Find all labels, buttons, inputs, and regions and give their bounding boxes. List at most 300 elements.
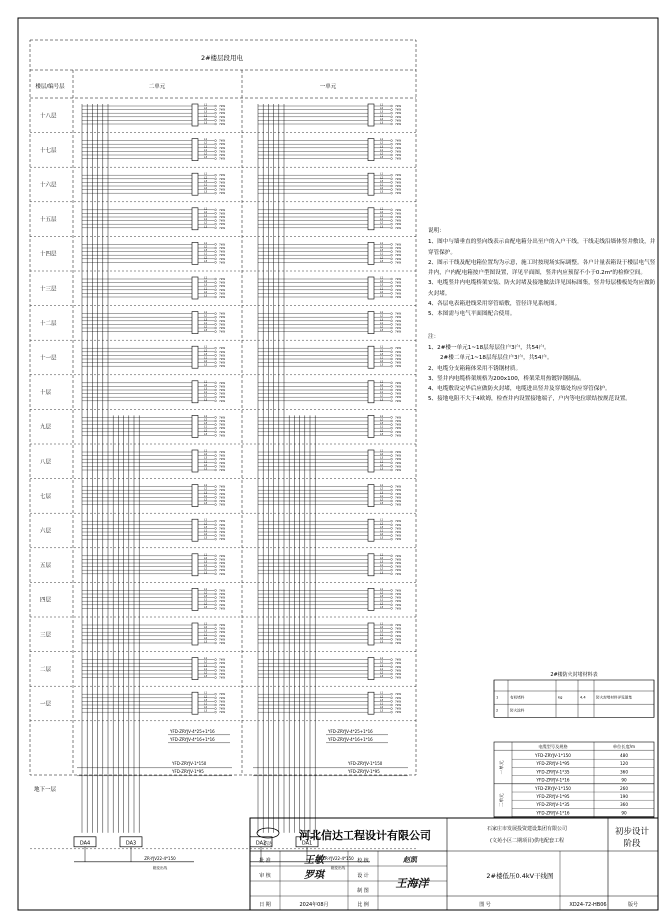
breaker <box>215 362 217 364</box>
phase-label: L2 <box>204 314 208 318</box>
phase-label: L3 <box>380 387 384 391</box>
load-label: 7kW <box>395 657 402 662</box>
meter-box <box>368 692 374 714</box>
breaker <box>215 662 217 664</box>
load-label: 7kW <box>395 391 402 396</box>
load-label: 7kW <box>219 664 226 669</box>
load-label: 7kW <box>219 329 226 334</box>
load-label: 7kW <box>395 522 402 527</box>
phase-label: L2 <box>380 487 384 491</box>
breaker <box>391 365 393 367</box>
phase-label: L3 <box>204 467 208 471</box>
phase-label: L2 <box>204 280 208 284</box>
table-cell: YFD-ZRYJV-1*150 <box>535 785 571 791</box>
breaker <box>215 293 217 295</box>
phase-label: L1 <box>204 311 208 315</box>
breaker <box>215 258 217 260</box>
load-label: 7kW <box>219 623 226 627</box>
load-label: 7kW <box>395 318 402 323</box>
phase-label: L1 <box>204 380 208 384</box>
load-label: 7kW <box>219 360 226 365</box>
table-cell: kg <box>558 695 563 700</box>
breaker <box>391 538 393 540</box>
breaker <box>391 278 393 280</box>
load-label: 7kW <box>395 561 402 565</box>
floor-label: 十四层 <box>40 251 57 258</box>
floor-label: 六层 <box>40 528 52 535</box>
breaker <box>391 254 393 256</box>
breaker <box>391 701 393 703</box>
breaker <box>391 151 393 153</box>
phase-label: L2 <box>204 152 208 156</box>
breaker <box>215 154 217 156</box>
load-label: 7kW <box>395 426 402 431</box>
meter-box <box>192 381 198 403</box>
load-label: 7kW <box>219 357 226 361</box>
load-label: 7kW <box>395 329 402 334</box>
breaker <box>391 635 393 637</box>
breaker <box>391 358 393 360</box>
load-label: 7kW <box>395 526 402 531</box>
load-label: 7kW <box>395 453 402 458</box>
phase-label: L3 <box>204 121 208 125</box>
phase-label: L1 <box>204 218 208 222</box>
table-cell: YFD-ZRYJV-1*16 <box>536 777 570 783</box>
load-label: 7kW <box>219 191 226 196</box>
breaker <box>391 420 393 422</box>
cable-group-label: 二单元 <box>500 793 505 808</box>
phase-label: L3 <box>380 525 384 529</box>
breaker <box>391 282 393 284</box>
box-label: DA2 <box>255 840 267 847</box>
phase-label: L2 <box>380 290 384 294</box>
breaker <box>215 624 217 626</box>
phase-label: L2 <box>204 602 208 606</box>
load-label: 7kW <box>219 695 226 700</box>
phase-label: L2 <box>204 245 208 249</box>
meter-box <box>192 692 198 714</box>
table-cell: 4.4 <box>580 695 586 700</box>
load-label: 7kW <box>219 391 226 396</box>
load-label: 7kW <box>395 142 402 147</box>
floor-label: 二层 <box>40 666 52 673</box>
box-label: DA4 <box>79 840 91 847</box>
phase-label: L3 <box>204 595 208 599</box>
load-label: 7kW <box>219 571 226 576</box>
role-label: 批 准 <box>259 858 271 864</box>
phase-label: L3 <box>380 595 384 599</box>
remark-item: 4、电缆敷设完毕后应做防火封堵，电缆进出竖井及穿墙处均应穿管保护。 <box>428 386 611 393</box>
breaker <box>215 278 217 280</box>
phase-label: L1 <box>204 460 208 464</box>
breaker <box>215 642 217 644</box>
breaker <box>215 420 217 422</box>
load-label: 7kW <box>219 176 226 181</box>
meter-box <box>368 554 374 576</box>
note-item: 5、本图需与电气平面图配合使用。 <box>428 311 516 318</box>
phase-label: L2 <box>204 221 208 225</box>
phase-label: L3 <box>204 110 208 114</box>
load-label: 7kW <box>395 184 402 188</box>
breaker <box>391 600 393 602</box>
phase-label: L2 <box>380 314 384 318</box>
load-label: 7kW <box>219 395 226 400</box>
load-label: 7kW <box>219 633 226 638</box>
load-label: 7kW <box>219 111 226 116</box>
phase-label: L2 <box>380 325 384 329</box>
breaker <box>391 244 393 246</box>
load-label: 7kW <box>219 661 226 666</box>
phase-label: L3 <box>380 179 384 183</box>
breaker <box>391 347 393 349</box>
breaker <box>215 604 217 606</box>
breaker <box>215 223 217 225</box>
meter-box <box>368 104 374 126</box>
breaker <box>391 316 393 318</box>
breaker <box>215 209 217 211</box>
breaker <box>215 524 217 526</box>
phase-label: L1 <box>204 449 208 453</box>
load-label: 7kW <box>395 253 402 258</box>
load-label: 7kW <box>219 537 226 542</box>
breaker <box>215 701 217 703</box>
phase-label: L1 <box>380 553 384 557</box>
load-label: 7kW <box>219 626 226 631</box>
floor-label: 十五层 <box>40 217 57 224</box>
phase-label: L1 <box>204 425 208 429</box>
cable-label: YFD-ZRYJV-4*16+1*16 <box>170 736 215 742</box>
meter-box <box>192 485 198 507</box>
phase-label: L1 <box>204 484 208 488</box>
phase-label: L1 <box>380 633 384 637</box>
phase-label: L3 <box>380 467 384 471</box>
phase-label: L1 <box>204 183 208 187</box>
breaker <box>215 670 217 672</box>
load-label: 7kW <box>395 568 402 573</box>
load-label: 7kW <box>395 699 402 704</box>
load-label: 7kW <box>219 246 226 250</box>
phase-label: L3 <box>204 675 208 679</box>
cable-label: YFD-ZRYJV-4*25+1*16 <box>328 728 373 734</box>
outer-border <box>18 18 658 910</box>
load-label: 7kW <box>219 464 226 469</box>
load-label: 7kW <box>219 291 226 296</box>
breaker <box>215 386 217 388</box>
load-label: 7kW <box>395 595 402 600</box>
phase-label: L1 <box>204 691 208 695</box>
load-label: 7kW <box>395 322 402 327</box>
load-label: 7kW <box>395 349 402 354</box>
load-label: 7kW <box>219 142 226 147</box>
breaker <box>215 673 217 675</box>
basement-label: 地下一层 <box>34 786 57 793</box>
incoming-label: ZR-YJV22-4*150 <box>322 855 354 861</box>
breaker <box>391 662 393 664</box>
phase-label: L3 <box>204 536 208 540</box>
breaker <box>215 500 217 502</box>
load-label: 7kW <box>219 706 226 711</box>
load-label: 7kW <box>395 114 402 119</box>
breaker <box>215 631 217 633</box>
phase-label: L1 <box>380 321 384 325</box>
table-cell: YFD-ZRYJV-1*95 <box>536 761 570 767</box>
floor-label: 十二层 <box>40 320 57 327</box>
load-label: 7kW <box>395 692 402 697</box>
breaker <box>215 331 217 333</box>
phase-label: L3 <box>380 629 384 633</box>
phase-label: L2 <box>380 660 384 664</box>
load-label: 7kW <box>395 326 402 330</box>
load-label: 7kW <box>219 388 226 392</box>
load-label: 7kW <box>219 364 226 369</box>
breaker <box>391 209 393 211</box>
load-label: 7kW <box>395 606 402 611</box>
breaker <box>391 185 393 187</box>
drawing-name: 2#楼低压0.4kV干线图 <box>486 872 554 880</box>
phase-label: L2 <box>380 453 384 457</box>
phase-label: L1 <box>380 172 384 176</box>
breaker <box>391 182 393 184</box>
breaker <box>391 216 393 218</box>
load-label: 7kW <box>219 668 226 673</box>
breaker <box>391 227 393 229</box>
load-label: 7kW <box>395 661 402 666</box>
phase-label: L3 <box>380 363 384 367</box>
breaker <box>215 289 217 291</box>
breaker <box>391 192 393 194</box>
phase-label: L1 <box>380 484 384 488</box>
phase-label: L2 <box>380 141 384 145</box>
breaker <box>391 462 393 464</box>
meter-box <box>368 658 374 680</box>
phase-label: L1 <box>204 241 208 245</box>
phase-label: L1 <box>204 529 208 533</box>
load-label: 7kW <box>395 553 402 558</box>
breaker <box>391 631 393 633</box>
cable-label: YFD-ZRYJV-4*25+1*16 <box>170 728 215 734</box>
table-cell: 360 <box>620 769 628 775</box>
load-label: 7kW <box>395 173 402 178</box>
load-label: 7kW <box>395 533 402 538</box>
phase-label: L1 <box>380 311 384 315</box>
load-label: 7kW <box>219 422 226 427</box>
load-label: 7kW <box>395 488 402 493</box>
load-label: 7kW <box>219 557 226 562</box>
breaker <box>215 566 217 568</box>
load-label: 7kW <box>395 107 402 112</box>
breaker <box>391 147 393 149</box>
load-label: 7kW <box>395 149 402 154</box>
cable-label: YFD-ZRYJV-4*16+1*16 <box>328 736 373 742</box>
phase-label: L2 <box>204 463 208 467</box>
phase-label: L1 <box>204 138 208 142</box>
breaker <box>215 120 217 122</box>
floor-label: 十八层 <box>40 113 57 120</box>
load-label: 7kW <box>219 433 226 438</box>
breaker <box>391 154 393 156</box>
role-label: 日 期 <box>259 902 271 908</box>
breaker <box>215 182 217 184</box>
remark-item: 5、接地电阻不大于4欧姆，检查井内设置接地端子，户内等电位联结按规范设置。 <box>428 396 631 403</box>
load-label: 7kW <box>395 384 402 389</box>
floor-label: 十七层 <box>40 147 57 154</box>
load-label: 7kW <box>395 557 402 562</box>
breaker <box>215 313 217 315</box>
breaker <box>215 192 217 194</box>
load-label: 7kW <box>219 149 226 154</box>
breaker <box>215 220 217 222</box>
load-label: 7kW <box>219 692 226 697</box>
phase-label: L2 <box>380 383 384 387</box>
phase-label: L1 <box>204 391 208 395</box>
phase-label: L1 <box>380 183 384 187</box>
phase-label: L2 <box>204 256 208 260</box>
phase-label: L3 <box>380 145 384 149</box>
load-label: 7kW <box>219 553 226 558</box>
breaker <box>215 486 217 488</box>
load-label: 7kW <box>395 460 402 465</box>
design-stage-sub: 阶段 <box>623 839 641 849</box>
phase-label: L1 <box>380 587 384 591</box>
breaker <box>215 417 217 419</box>
phase-label: L3 <box>204 318 208 322</box>
load-label: 7kW <box>219 533 226 538</box>
cable-table <box>494 742 654 817</box>
breaker <box>215 635 217 637</box>
role-label: 校 核 <box>357 858 369 864</box>
breaker <box>215 597 217 599</box>
phase-label: L3 <box>380 640 384 644</box>
table-cell: 90 <box>621 810 627 816</box>
breaker <box>391 289 393 291</box>
meter-box <box>368 485 374 507</box>
breaker <box>391 435 393 437</box>
design-notes <box>428 226 656 405</box>
load-label: 7kW <box>219 499 226 503</box>
phase-label: L2 <box>380 706 384 710</box>
phase-label: L2 <box>204 176 208 180</box>
breaker <box>391 531 393 533</box>
load-label: 7kW <box>219 488 226 493</box>
breaker <box>391 140 393 142</box>
breaker <box>215 254 217 256</box>
project-name: 石家庄市发展投资建设集团有限公司 <box>486 826 568 832</box>
phase-label: L1 <box>380 494 384 498</box>
load-label: 7kW <box>395 242 402 247</box>
load-label: 7kW <box>219 315 226 320</box>
phase-label: L2 <box>204 349 208 353</box>
breaker <box>391 489 393 491</box>
load-label: 7kW <box>395 156 402 161</box>
breaker <box>215 285 217 287</box>
load-label: 7kW <box>395 450 402 454</box>
breaker <box>391 524 393 526</box>
breaker <box>215 109 217 111</box>
load-label: 7kW <box>219 426 226 431</box>
load-label: 7kW <box>219 630 226 635</box>
load-label: 7kW <box>395 571 402 576</box>
load-label: 7kW <box>395 353 402 358</box>
phase-label: L1 <box>204 564 208 568</box>
meter-box <box>192 623 198 645</box>
breaker <box>391 112 393 114</box>
phase-label: L2 <box>380 602 384 606</box>
note-item: 1、图中与墙垂直的竖向线表示由配电箱分出至户的入户干线，干线走线沿墙体竖井敷设，并穿管保护。 <box>428 239 656 256</box>
load-label: 7kW <box>395 564 402 569</box>
load-label: 7kW <box>219 138 226 143</box>
version-label: 版号 <box>627 902 639 908</box>
breaker <box>215 520 217 522</box>
load-label: 7kW <box>219 187 226 192</box>
load-label: 7kW <box>395 260 402 265</box>
load-label: 7kW <box>395 499 402 503</box>
breaker <box>215 247 217 249</box>
phase-label: L2 <box>380 533 384 537</box>
breaker <box>391 458 393 460</box>
phase-label: L1 <box>380 598 384 602</box>
breaker <box>215 562 217 564</box>
phase-label: L1 <box>380 114 384 118</box>
breaker <box>391 677 393 679</box>
phase-label: L2 <box>204 695 208 699</box>
load-label: 7kW <box>395 706 402 711</box>
breaker <box>391 520 393 522</box>
breaker <box>391 597 393 599</box>
signature-review: 罗琪 <box>304 870 324 881</box>
floor-label: 五层 <box>40 563 52 570</box>
breaker <box>215 213 217 215</box>
breaker <box>391 389 393 391</box>
phase-label: L1 <box>204 276 208 280</box>
load-label: 7kW <box>395 519 402 524</box>
breaker <box>215 531 217 533</box>
phase-label: L1 <box>380 345 384 349</box>
phase-label: L3 <box>204 249 208 253</box>
load-label: 7kW <box>219 699 226 704</box>
load-label: 7kW <box>219 349 226 354</box>
breaker <box>391 486 393 488</box>
load-label: 7kW <box>395 457 402 462</box>
phase-label: L3 <box>380 225 384 229</box>
phase-label: L1 <box>204 252 208 256</box>
load-label: 7kW <box>219 460 226 465</box>
breaker <box>215 178 217 180</box>
breaker <box>391 296 393 298</box>
load-label: 7kW <box>395 222 402 227</box>
load-label: 7kW <box>219 353 226 358</box>
role-label: 制 图 <box>357 888 369 894</box>
role-label: 审 核 <box>259 873 271 879</box>
load-label: 7kW <box>395 433 402 438</box>
meter-box <box>192 208 198 230</box>
breaker <box>391 562 393 564</box>
breaker <box>391 451 393 453</box>
breaker <box>391 362 393 364</box>
phase-label: L1 <box>380 657 384 661</box>
floor-label: 十六层 <box>40 182 57 189</box>
breaker <box>391 604 393 606</box>
meter-box <box>368 139 374 161</box>
load-label: 7kW <box>219 287 226 292</box>
project-name: (文苑小区二期项目)供电配套工程 <box>490 838 564 844</box>
breaker <box>215 351 217 353</box>
phase-label: L2 <box>204 360 208 364</box>
phase-label: L2 <box>204 418 208 422</box>
breaker <box>215 189 217 191</box>
phase-label: L2 <box>204 210 208 214</box>
meter-box <box>368 623 374 645</box>
breaker <box>215 555 217 557</box>
